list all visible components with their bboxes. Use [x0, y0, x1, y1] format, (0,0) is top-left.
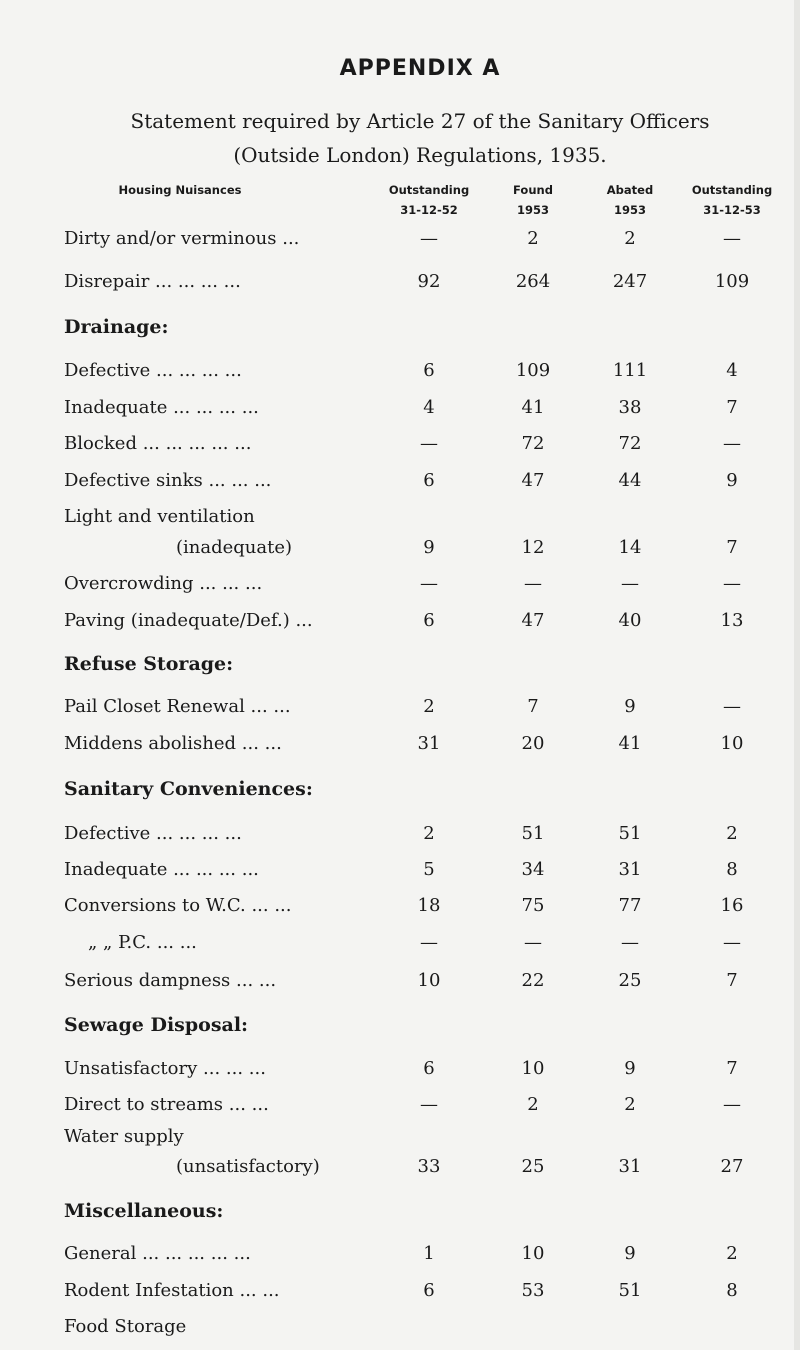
section-row [0, 316, 800, 348]
cell: 41 [521, 397, 545, 418]
table-row [0, 1280, 800, 1312]
cell: 31 [618, 859, 642, 880]
cell: 2 [624, 228, 636, 249]
cell: 9 [624, 1058, 636, 1079]
cell: — [420, 433, 438, 454]
cell: 2 [423, 696, 435, 717]
table-row [0, 537, 800, 569]
table-row [0, 1058, 800, 1090]
table-row [0, 573, 800, 605]
cell: 111 [612, 360, 648, 381]
subtitle-line-2: (Outside London) Regulations, 1935. [233, 143, 607, 167]
cell: 22 [521, 970, 545, 991]
cell: 7 [527, 696, 539, 717]
section-heading-drainage: Drainage: [64, 316, 169, 338]
table-row [0, 610, 800, 642]
cell: 7 [726, 970, 738, 991]
cell: 6 [423, 470, 435, 491]
header-text: 31-12-52 [400, 203, 458, 217]
row-label: Light and ventilation [64, 506, 255, 527]
row-label: Serious dampness ... ... [64, 970, 277, 991]
row-label: Overcrowding ... ... ... [64, 573, 263, 594]
row-label: (unsatisfactory) [176, 1156, 320, 1177]
cell: 25 [618, 970, 642, 991]
cell: 9 [726, 470, 738, 491]
cell: 75 [521, 895, 545, 916]
cell: 2 [624, 1094, 636, 1115]
cell: 47 [521, 470, 545, 491]
cell: 72 [618, 433, 642, 454]
table-row [0, 397, 800, 429]
table-row [0, 1243, 800, 1275]
header-text: Abated [606, 183, 654, 197]
header-text: 31-12-53 [703, 203, 761, 217]
cell: 51 [618, 1280, 642, 1301]
cell: 2 [527, 1094, 539, 1115]
section-heading-miscellaneous: Miscellaneous: [64, 1200, 224, 1222]
cell: 47 [521, 610, 545, 631]
cell: — [723, 932, 741, 953]
header-text: Outstanding [691, 183, 773, 197]
cell: — [723, 573, 741, 594]
cell: 1 [423, 1243, 435, 1264]
cell: — [420, 573, 438, 594]
table-row [0, 228, 800, 260]
cell: — [723, 433, 741, 454]
cell: 20 [521, 733, 545, 754]
cell: — [723, 1094, 741, 1115]
row-label: Rodent Infestation ... ... [64, 1280, 280, 1301]
table-row-label-continued [0, 1316, 800, 1348]
cell: 9 [624, 696, 636, 717]
table-row [0, 895, 800, 927]
row-label: Defective ... ... ... ... [64, 823, 242, 844]
cell: 4 [423, 397, 435, 418]
header-housing-nuisances: Housing Nuisances [118, 183, 242, 197]
cell: 33 [417, 1156, 441, 1177]
cell: 7 [726, 537, 738, 558]
cell: 25 [521, 1156, 545, 1177]
row-label: Disrepair ... ... ... ... [64, 271, 241, 292]
table-row [0, 696, 800, 728]
section-heading-sanitary-conveniences: Sanitary Conveniences: [64, 778, 313, 800]
cell: 2 [726, 823, 738, 844]
cell: 6 [423, 360, 435, 381]
row-label: Defective sinks ... ... ... [64, 470, 272, 491]
section-heading-sewage-disposal: Sewage Disposal: [64, 1014, 249, 1036]
section-heading-refuse-storage: Refuse Storage: [64, 653, 234, 675]
header-text: Outstanding [388, 183, 470, 197]
cell: 53 [521, 1280, 545, 1301]
cell: 12 [521, 537, 545, 558]
cell: 92 [417, 271, 441, 292]
cell: — [420, 932, 438, 953]
cell: 9 [423, 537, 435, 558]
row-label: Inadequate ... ... ... ... [64, 397, 259, 418]
row-label: Food Storage [64, 1316, 187, 1337]
cell: 31 [618, 1156, 642, 1177]
table-row [0, 1094, 800, 1126]
cell: 9 [624, 1243, 636, 1264]
table-row [0, 1156, 800, 1188]
header-abated [580, 180, 680, 220]
row-label: (inadequate) [176, 537, 293, 558]
cell: 51 [521, 823, 545, 844]
cell: — [621, 932, 639, 953]
cell: 8 [726, 1280, 738, 1301]
row-label: General ... ... ... ... ... [64, 1243, 251, 1264]
cell: 10 [720, 733, 744, 754]
section-row [0, 1200, 800, 1232]
header-found [483, 180, 583, 220]
header-outstanding-end [672, 180, 792, 220]
table-row [0, 932, 800, 964]
row-label: Unsatisfactory ... ... ... [64, 1058, 266, 1079]
table-row-label-continued [0, 1126, 800, 1158]
table-row-label-continued [0, 506, 800, 538]
table-row [0, 823, 800, 855]
cell: 31 [417, 733, 441, 754]
header-text: Found [513, 183, 553, 197]
header-outstanding-start [369, 180, 489, 220]
cell: 34 [521, 859, 545, 880]
table-row [0, 433, 800, 465]
page-subtitle [0, 104, 800, 172]
cell: — [524, 932, 542, 953]
cell: — [524, 573, 542, 594]
cell: — [723, 696, 741, 717]
row-label: „ „ P.C. ... ... [88, 932, 197, 953]
cell: 51 [618, 823, 642, 844]
row-label: Dirty and/or verminous ... [64, 228, 300, 249]
subtitle-line-1: Statement required by Article 27 of the Sanitary Officers [130, 109, 710, 133]
cell: 6 [423, 610, 435, 631]
cell: 10 [417, 970, 441, 991]
cell: 264 [515, 271, 551, 292]
cell: 10 [521, 1058, 545, 1079]
cell: 72 [521, 433, 545, 454]
cell: 109 [714, 271, 750, 292]
cell: 6 [423, 1280, 435, 1301]
section-row [0, 1014, 800, 1046]
cell: 2 [726, 1243, 738, 1264]
row-label: Defective ... ... ... ... [64, 360, 242, 381]
row-label: Conversions to W.C. ... ... [64, 895, 292, 916]
section-row [0, 778, 800, 810]
cell: 14 [618, 537, 642, 558]
cell: 16 [720, 895, 744, 916]
cell: 77 [618, 895, 642, 916]
cell: 40 [618, 610, 642, 631]
table-row [0, 470, 800, 502]
section-row [0, 653, 800, 685]
cell: 2 [423, 823, 435, 844]
row-label: Water supply [64, 1126, 184, 1147]
cell: 18 [417, 895, 441, 916]
cell: 2 [527, 228, 539, 249]
cell: 4 [726, 360, 738, 381]
cell: — [723, 228, 741, 249]
cell: 109 [515, 360, 551, 381]
cell: 8 [726, 859, 738, 880]
row-label: Middens abolished ... ... [64, 733, 282, 754]
cell: — [420, 1094, 438, 1115]
cell: 5 [423, 859, 435, 880]
row-label: Paving (inadequate/Def.) ... [64, 610, 313, 631]
cell: 247 [612, 271, 648, 292]
cell: 7 [726, 397, 738, 418]
cell: — [621, 573, 639, 594]
header-text: 1953 [613, 203, 646, 217]
table-row [0, 970, 800, 1002]
cell: 6 [423, 1058, 435, 1079]
cell: 38 [618, 397, 642, 418]
table-row [0, 859, 800, 891]
table-row [0, 360, 800, 392]
header-text: 1953 [516, 203, 549, 217]
cell: 41 [618, 733, 642, 754]
row-label: Pail Closet Renewal ... ... [64, 696, 291, 717]
cell: 7 [726, 1058, 738, 1079]
cell: 27 [720, 1156, 744, 1177]
table-row [0, 271, 800, 303]
row-label: Blocked ... ... ... ... ... [64, 433, 252, 454]
row-label: Direct to streams ... ... [64, 1094, 269, 1115]
cell: — [420, 228, 438, 249]
page-title: APPENDIX A [339, 56, 501, 81]
cell: 10 [521, 1243, 545, 1264]
cell: 44 [618, 470, 642, 491]
cell: 13 [720, 610, 744, 631]
row-label: Inadequate ... ... ... ... [64, 859, 259, 880]
table-row [0, 733, 800, 765]
